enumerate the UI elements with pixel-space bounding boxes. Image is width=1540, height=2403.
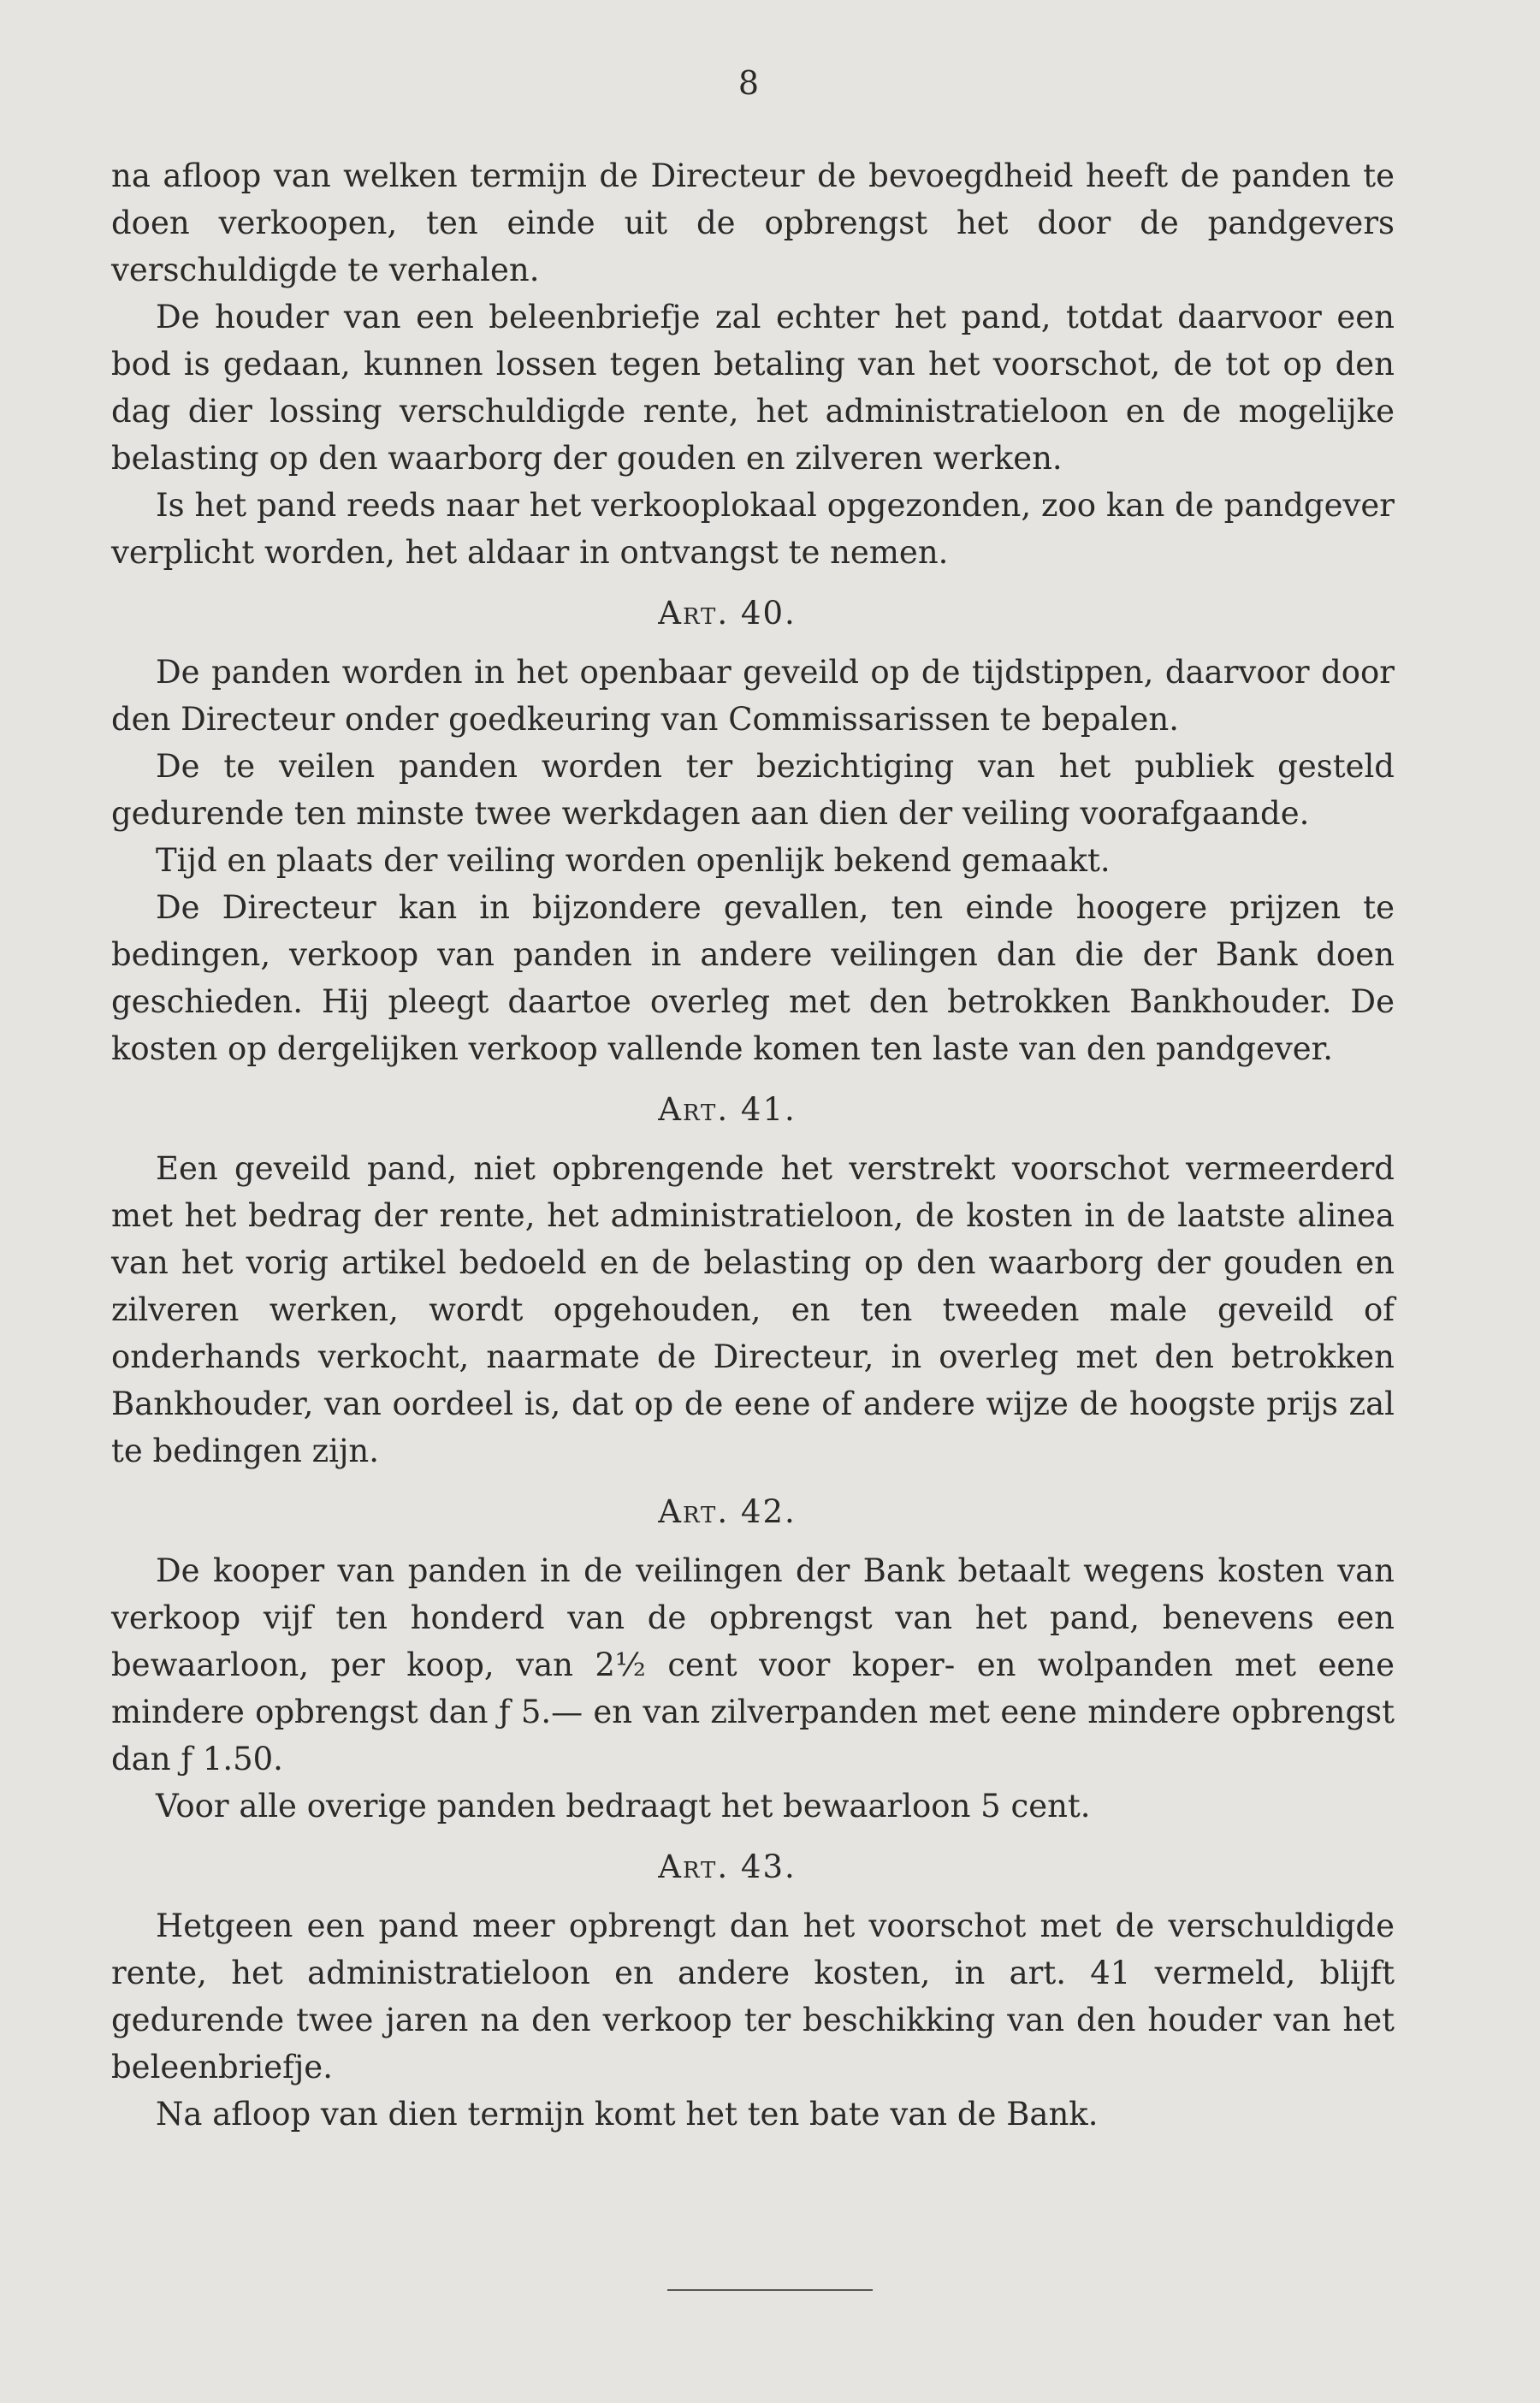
paragraph: Voor alle overige panden bedraagt het bewaarloon 5 cent. [156, 1788, 1091, 1824]
body-text [111, 152, 1395, 2138]
paragraph: Na afloop van dien termijn komt het ten bate van de Bank. [156, 2096, 1099, 2133]
paragraph: Een geveild pand, niet opbrengende het verstrekt voorschot vermeerderd met het bedrag der rente, het administratieloon, de kosten in de laatste alinea van het vorig artikel bedoeld en de belasting op den waarborg der gouden en zilveren werken, wordt opgehouden, en ten tweeden male geveild of onderhands verkocht, naarmate de Directeur, in overleg met den betrokken Bankhouder, van oordeel is, dat op de eene of andere wijze de hoogste prijs zal te bedingen zijn. [111, 1150, 1395, 1469]
article-heading [111, 1086, 1395, 1133]
article-heading [111, 1843, 1395, 1890]
paragraph: Is het pand reeds naar het verkooplokaal opgezonden, zoo kan de pandgever verplicht worden, het aldaar in ontvangst te nemen. [111, 487, 1395, 571]
article-heading-text: Art. 41. [658, 1091, 797, 1128]
article-heading-text: Art. 43. [658, 1848, 797, 1885]
paragraph: na afloop van welken termijn de Directeur de bevoegdheid heeft de panden te doen verkoopen, ten einde uit de opbrengst het door de pandgevers verschuldigde te verhalen. [111, 157, 1395, 288]
paragraph: De te veilen panden worden ter bezichtiging van het publiek gesteld gedurende ten minste twee werkdagen aan dien der veiling voorafgaande. [111, 748, 1395, 832]
article-heading-text: Art. 42. [658, 1493, 797, 1530]
page-number: 8 [737, 64, 760, 102]
paragraph: De kooper van panden in de veilingen der Bank betaalt wegens kosten van verkoop vijf ten honderd van de opbrengst van het pand, benevens een bewaarloon, per koop, van 2½ cent voor koper- en wolpanden met eene mindere opbrengst dan ƒ 5.— en van zilverpanden met eene mindere opbrengst dan ƒ 1.50. [111, 1552, 1395, 1777]
paragraph: De houder van een beleenbriefje zal echter het pand, totdat daarvoor een bod is gedaan, kunnen lossen tegen betaling van het voorschot, de tot op den dag dier lossing verschuldigde rente, het administratieloon en de mogelijke belasting op den waarborg der gouden en zilveren werken. [111, 299, 1395, 477]
paragraph: Tijd en plaats der veiling worden openlijk bekend gemaakt. [156, 842, 1111, 879]
article-heading [111, 590, 1395, 637]
article-heading [111, 1488, 1395, 1535]
paragraph: Hetgeen een pand meer opbrengt dan het voorschot met de verschuldigde rente, het administratieloon en andere kosten, in art. 41 vermeld, blijft gedurende twee jaren na den verkoop ter beschikking van den houder van het beleenbriefje. [111, 1908, 1395, 2086]
paragraph: De panden worden in het openbaar geveild op de tijdstippen, daarvoor door den Directeur onder goedkeuring van Commissarissen te bepalen. [111, 654, 1395, 738]
end-rule [667, 2289, 873, 2291]
article-heading-text: Art. 40. [658, 595, 797, 632]
paragraph: De Directeur kan in bijzondere gevallen, ten einde hoogere prijzen te bedingen, verkoop van panden in andere veilingen dan die der Bank doen geschieden. Hij pleegt daartoe overleg met den betrokken Bankhouder. De kosten op dergelijken verkoop vallende komen ten laste van den pandgever. [111, 889, 1395, 1067]
